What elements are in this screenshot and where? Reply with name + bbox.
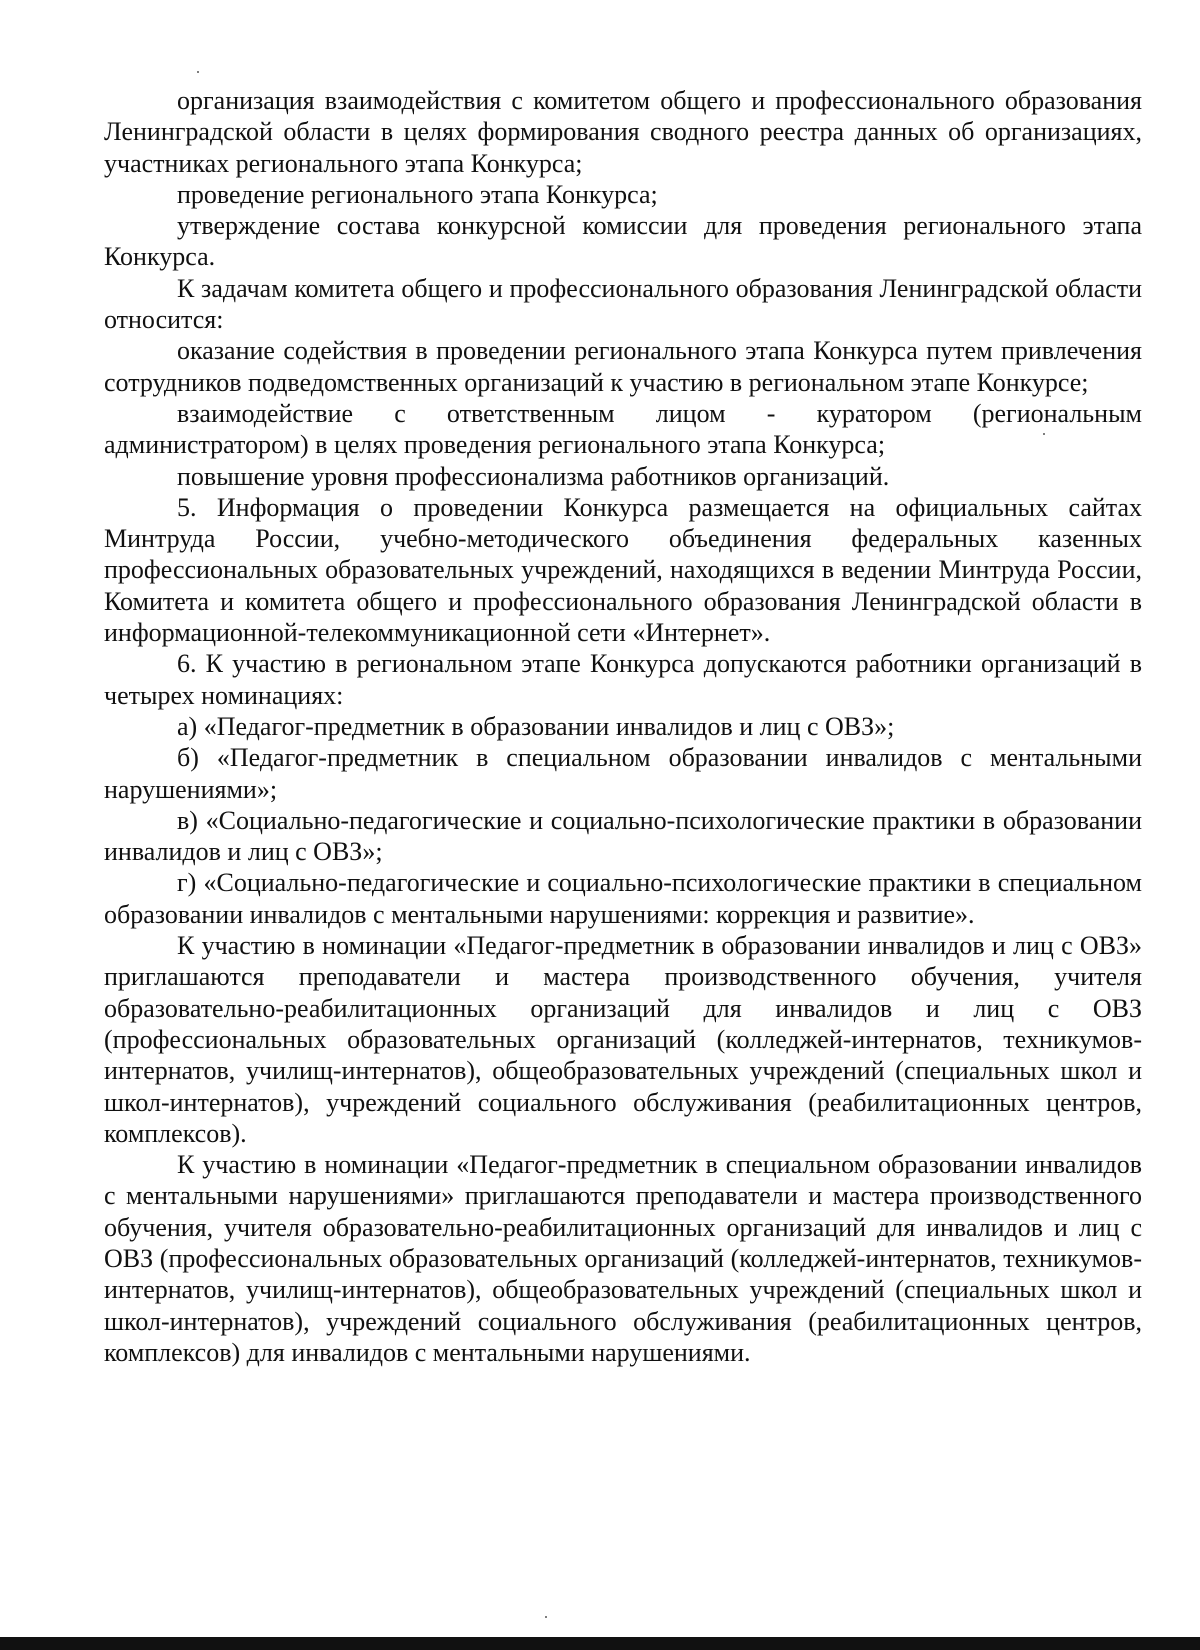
paragraph-section-6: 6. К участию в региональном этапе Конкурса допускаются работники организаций в четырех номинациях: (104, 649, 1142, 710)
scan-speck (1043, 433, 1045, 435)
paragraph-nomination-a-participants: К участию в номинации «Педагог-предметник в образовании инвалидов и лиц с ОВЗ» приглашаются преподаватели и мастера производственного обучения, учителя образовательно-реабилитационных организаций для инвалидов и лиц с ОВЗ (профессиональных образовательных организаций (колледжей-интернатов, техникумов-интернатов, училищ-интернатов), общеобразовательных учреждений (специальных школ и школ-интернатов), учреждений социального обслуживания (реабилитационных центров, комплексов). (104, 931, 1142, 1148)
paragraph-committee-tasks: К задачам комитета общего и профессионального образования Ленинградской области относится: (104, 273, 1142, 335)
paragraph-regional-stage: проведение регионального этапа Конкурса; (177, 179, 658, 209)
scan-bottom-edge (0, 1637, 1200, 1650)
nomination-g: г) «Социально-педагогические и социально-психологические практики в специальном образовании инвалидов с ментальными нарушениями: коррекция и развитие». (104, 868, 1142, 929)
paragraph-section-5: 5. Информация о проведении Конкурса размещается на официальных сайтах Минтруда России, учебно-методического объединения федеральных казенных профессиональных образовательных учреждений, находящихся в ведении Минтруда России, Комитета и комитета общего и профессионального образования Ленинградской области в информационной-телекоммуникационной сети «Интернет». (104, 492, 1142, 648)
document-body (104, 85, 1142, 1368)
nomination-b: б) «Педагог-предметник в специальном образовании инвалидов с ментальными нарушениями»; (104, 743, 1142, 804)
paragraph-curator-interaction: взаимодействие с ответственным лицом - куратором (региональным администратором) в целях проведения регионального этапа Конкурса; (104, 398, 1142, 460)
paragraph-nomination-b-participants: К участию в номинации «Педагог-предметник в специальном образовании инвалидов с ментальными нарушениями» приглашаются преподаватели и мастера производственного обучения, учителя образовательно-реабилитационных организаций для инвалидов и лиц с ОВЗ (профессиональных образовательных организаций (колледжей-интернатов, техникумов-интернатов, училищ-интернатов), общеобразовательных учреждений (специальных школ и школ-интернатов), учреждений социального обслуживания (реабилитационных центров, комплексов) для инвалидов с ментальными нарушениями. (104, 1150, 1142, 1367)
paragraph-commission-approval: утверждение состава конкурсной комиссии для проведения регионального этапа Конкурса. (104, 211, 1142, 272)
nomination-v: в) «Социально-педагогические и социально-психологические практики в образовании инвалидов и лиц с ОВЗ»; (104, 805, 1142, 867)
scan-speck (545, 1616, 547, 1618)
paragraph-assistance: оказание содействия в проведении регионального этапа Конкурса путем привлечения сотрудников подведомственных организаций к участию в региональном этапе Конкурсе; (104, 336, 1142, 397)
scan-speck (197, 71, 199, 73)
paragraph-org-interaction: организация взаимодействия с комитетом общего и профессионального образования Ленинградской области в целях формирования сводного реестра данных об организациях, участниках регионального этапа Конкурса; (104, 86, 1142, 178)
nomination-a: а) «Педагог-предметник в образовании инвалидов и лиц с ОВЗ»; (177, 711, 895, 741)
paragraph-professionalism: повышение уровня профессионализма работников организаций. (177, 461, 890, 491)
